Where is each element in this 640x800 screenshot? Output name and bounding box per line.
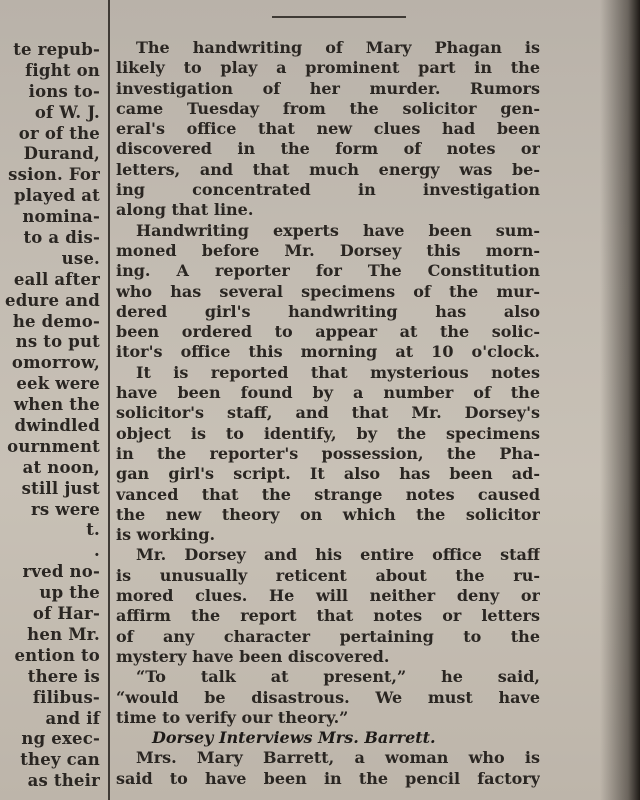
article-line: said to have been in the pencil factory (116, 768, 540, 788)
left-column-line: and if (45, 708, 100, 728)
left-column-line: hen Mr. (27, 624, 100, 644)
article-column (116, 38, 540, 800)
article-line: of any character pertaining to the (116, 626, 540, 646)
left-column-line: rved no- (22, 562, 100, 582)
article-line: likely to play a prominent part in the (116, 58, 540, 78)
left-column (0, 40, 106, 800)
article-line: It is reported that mysterious notes (136, 362, 540, 382)
article-line: ing. A reporter for The Constitution (116, 261, 540, 281)
left-column-line: ions to- (28, 81, 100, 101)
left-column-line: there is (27, 666, 100, 686)
left-column-line: or of the (18, 123, 100, 143)
left-column-line: edure and (5, 290, 100, 310)
article-line: discovered in the form of notes or (116, 139, 540, 159)
left-column-line: of W. J. (34, 102, 100, 122)
left-column-line: . (94, 541, 100, 561)
left-column-line: of Har- (32, 604, 100, 624)
article-line: itor's office this morning at 10 o'clock. (116, 342, 540, 362)
left-column-line: when the (13, 395, 100, 415)
left-column-line: he demo- (12, 311, 100, 331)
article-line: along that line. (116, 200, 254, 220)
left-column-line: at noon, (22, 457, 100, 477)
left-column-line: rs were (30, 499, 100, 519)
left-column-line: use. (61, 248, 100, 268)
article-line: mystery have been discovered. (116, 646, 390, 666)
left-column-line: played at (14, 186, 100, 206)
article-line: letters, and that much energy was be- (116, 159, 540, 179)
left-column-line: nomina- (22, 207, 100, 227)
left-column-line: omorrow, (11, 353, 100, 373)
article-line: came Tuesday from the solicitor gen- (116, 98, 540, 118)
left-column-line: fight on (25, 60, 100, 80)
article-line: Handwriting experts have been sum- (136, 220, 540, 240)
article-line: object is to identify, by the specimens (116, 423, 540, 443)
left-column-line: Durand, (23, 144, 100, 164)
left-column-line: ssion. For (8, 165, 100, 185)
article-line: ing concentrated in investigation (116, 180, 540, 200)
article-line: time to verify our theory.” (116, 707, 349, 727)
article-line: dered girl's handwriting has also (116, 301, 540, 321)
article-line: eral's office that new clues had been (116, 119, 540, 139)
article-line: The handwriting of Mary Phagan is (136, 38, 540, 57)
article-line: in the reporter's possession, the Pha- (116, 443, 540, 463)
left-column-line: to a dis- (23, 228, 100, 248)
article-line: affirm the report that notes or letters (116, 606, 540, 626)
left-column-line: ention to (14, 645, 100, 665)
column-top-rule (272, 16, 406, 18)
article-line: “would be disastrous. We must have (116, 687, 540, 707)
left-column-line: still just (21, 478, 100, 498)
article-line: is working. (116, 525, 216, 545)
left-column-line: te repub- (13, 40, 100, 59)
left-column-line: up the (39, 583, 100, 603)
article-line: been ordered to appear at the solic- (116, 322, 540, 342)
article-line: solicitor's staff, and that Mr. Dorsey's (116, 403, 540, 423)
article-line: have been found by a number of the (116, 383, 540, 403)
left-column-line: eall after (13, 269, 100, 289)
left-column-line: ournment (7, 436, 100, 456)
left-column-line: eek were (16, 374, 100, 394)
article-line: is unusually reticent about the ru- (116, 565, 540, 585)
article-line: Mr. Dorsey and his entire office staff (136, 545, 540, 565)
article-line: “To talk at present,” he said, (136, 667, 540, 687)
column-divider (108, 0, 110, 800)
article-line: who has several specimens of the mur- (116, 281, 540, 301)
article-subheading: Dorsey Interviews Mrs. Barrett. (152, 728, 436, 748)
left-column-line: ng exec- (21, 729, 100, 749)
article-line: Mrs. Mary Barrett, a woman who is (136, 748, 540, 768)
left-column-line: filibus- (32, 687, 100, 707)
page-edge-shadow (600, 0, 640, 800)
left-column-line: ns to put (15, 332, 100, 352)
article-line: vanced that the strange notes caused (116, 484, 540, 504)
article-line: the new theory on which the solicitor (116, 504, 540, 524)
left-column-line: t. (86, 520, 100, 540)
article-line: mored clues. He will neither deny or (116, 586, 540, 606)
left-column-line: as their (27, 771, 100, 791)
article-line: moned before Mr. Dorsey this morn- (116, 240, 540, 260)
left-column-line: dwindled (14, 416, 100, 436)
article-line: investigation of her murder. Rumors (116, 78, 540, 98)
article-line: gan girl's script. It also has been ad- (116, 464, 540, 484)
left-column-line: they can (20, 750, 100, 770)
